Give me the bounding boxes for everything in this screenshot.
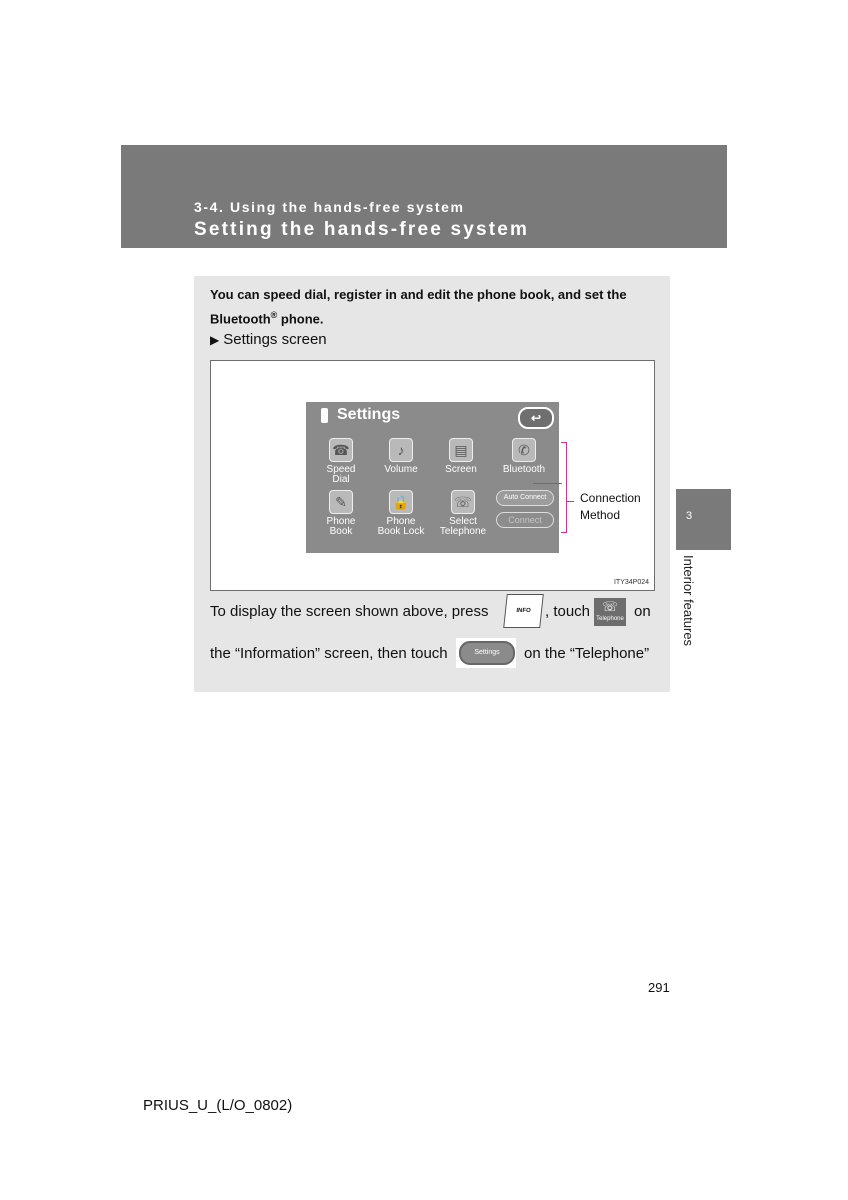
connection-method-label: Connection Method	[580, 491, 641, 522]
auto-connect-button[interactable]: Auto Connect	[496, 490, 554, 506]
chapter-tab	[676, 489, 731, 550]
speed-dial-button[interactable]: ☎ Speed Dial	[320, 438, 362, 485]
settings-button[interactable]: Settings	[456, 638, 516, 668]
telephone-button[interactable]: ☏ Telephone	[594, 598, 626, 626]
connect-button[interactable]: Connect	[496, 512, 554, 528]
callout-line	[533, 483, 562, 484]
instruction-touch: , touch	[545, 603, 591, 620]
chapter-tab-label: Interior features	[681, 555, 696, 647]
telephone-icon: ☏	[601, 599, 619, 614]
phone-book-lock-button[interactable]: 🔒 Phone Book Lock	[374, 490, 428, 537]
chapter-number: 3	[686, 510, 693, 522]
phone-icon	[321, 408, 328, 423]
callout-tick	[566, 501, 574, 502]
instruction-on: on	[634, 603, 651, 620]
instruction-line-2: the “Information” screen, then touch	[210, 645, 448, 662]
speed-dial-icon: ☎	[329, 438, 353, 462]
phone-book-button[interactable]: ✎ Phone Book	[314, 490, 368, 537]
callout-bracket	[561, 442, 567, 533]
chapter-header	[121, 145, 727, 248]
return-button[interactable]: ↩	[518, 407, 554, 429]
figure-code: ITY34P024	[613, 579, 649, 586]
volume-button[interactable]: ♪ Volume	[380, 438, 422, 475]
screen-button[interactable]: ▤ Screen	[440, 438, 482, 475]
bluetooth-phone-icon: ✆	[512, 438, 536, 462]
screen-title: Settings	[337, 406, 401, 423]
info-button[interactable]: INFO	[503, 594, 544, 628]
content-box	[194, 276, 670, 692]
intro-text: You can speed dial, register in and edit the phone book, and set the Bluetooth® phone.	[210, 287, 627, 327]
play-arrow-icon: ▶	[210, 333, 220, 347]
footer-code: PRIUS_U_(L/O_0802)	[143, 1097, 293, 1114]
settings-screen	[306, 402, 559, 553]
book-icon: ✎	[329, 490, 353, 514]
lock-icon: 🔒	[389, 490, 413, 514]
select-telephone-button[interactable]: ☏ Select Telephone	[436, 490, 490, 537]
figure-frame	[210, 360, 655, 591]
phone-icon: ☏	[451, 490, 475, 514]
page-title: Setting the hands-free system	[194, 219, 530, 240]
section-label: 3-4. Using the hands-free system	[194, 199, 465, 215]
speaker-icon: ♪	[389, 438, 413, 462]
registered-mark: ®	[270, 310, 278, 320]
page-number: 291	[648, 980, 670, 995]
screen-caption: ▶ Settings screen	[210, 331, 327, 348]
screen-icon: ▤	[449, 438, 473, 462]
instruction-telephone: on the “Telephone”	[524, 645, 650, 662]
instruction-line-1: To display the screen shown above, press	[210, 603, 489, 620]
bluetooth-button[interactable]: ✆ Bluetooth	[496, 438, 552, 475]
